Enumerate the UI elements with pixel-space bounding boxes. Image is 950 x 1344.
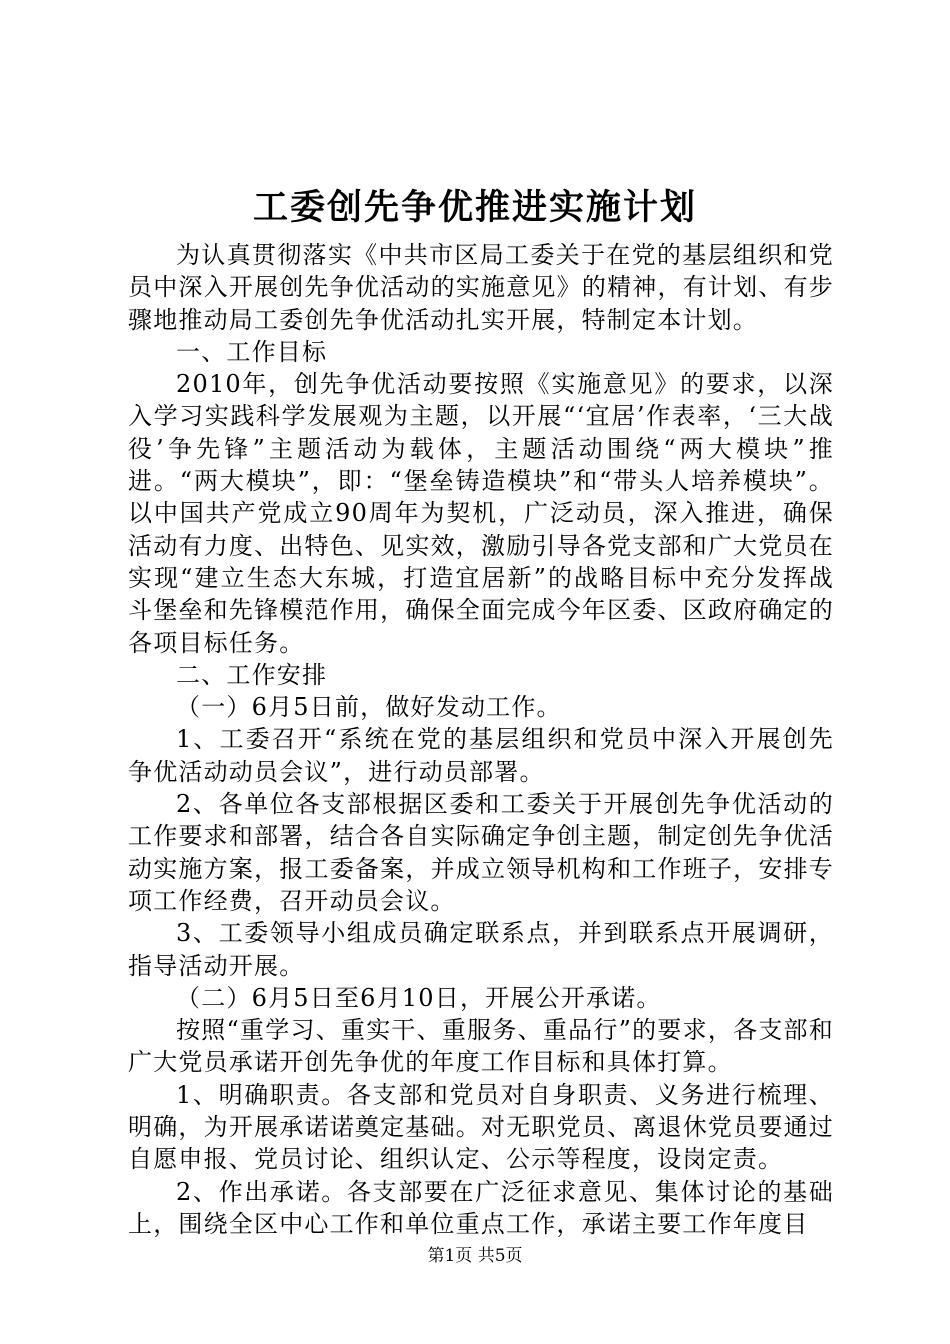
paragraph-commitment: 按照“重学习、重实干、重服务、重品行”的要求，各支部和广大党员承诺开创先争优的年度工作目标和具体打算。 — [128, 1016, 834, 1077]
paragraph-goals: 2010年，创先争优活动要按照《实施意见》的要求，以深入学习实践科学发展观为主题，以开展“‘宜居’作表率，‘三大战役’争先锋”主题活动为载体，主题活动围绕“两大模块”推进。“两大模块”，即：“堡垒铸造模块”和“带头人培养模块”。以中国共产党成立90周年为契机，广泛动员，深入推进，确保活动有力度、出特色、见实效，激励引导各党支部和广大党员在实现“建立生态大东城，打造宜居新”的战略目标中充分发挥战斗堡垒和先锋模范作用，确保全面完成今年区委、区政府确定的各项目标任务。 — [128, 370, 834, 657]
list-item: 1、工委召开“系统在党的基层组织和党员中深入开展创先争优活动动员会议”，进行动员部署。 — [128, 725, 834, 786]
list-item: 1、明确职责。各支部和党员对自身职责、义务进行梳理、明确，为开展承诺诺奠定基础。对无职党员、离退休党员要通过自愿申报、党员讨论、组织认定、公示等程度，设岗定责。 — [128, 1080, 834, 1174]
document-body — [128, 239, 834, 1240]
section-heading-goals: 一、工作目标 — [176, 337, 328, 366]
paragraph-intro: 为认真贯彻落实《中共市区局工委关于在党的基层组织和党员中深入开展创先争优活动的实施意见》的精神，有计划、有步骤地推动局工委创先争优活动扎实开展，特制定本计划。 — [128, 241, 834, 334]
page-footer: 第1页 共5页 — [427, 1246, 523, 1266]
list-item: 2、各单位各支部根据区委和工委关于开展创先争优活动的工作要求和部署，结合各自实际确定争创主题，制定创先争优活动实施方案，报工委备案，并成立领导机构和工作班子，安排专项工作经费，召开动员会议。 — [128, 790, 834, 915]
subsection-heading-mobilize: （一）6月5日前，做好发动工作。 — [176, 693, 562, 722]
section-heading-arrangement: 二、工作安排 — [176, 660, 328, 689]
document-title: 工委创先争优推进实施计划 — [252, 187, 697, 228]
list-item: 3、工委领导小组成员确定联系点，并到联系点开展调研，指导活动开展。 — [128, 919, 834, 980]
subsection-heading-commitment: （二）6月5日至6月10日，开展公开承诺。 — [176, 983, 662, 1012]
list-item: 2、作出承诺。各支部要在广泛征求意见、集体讨论的基础上，围绕全区中心工作和单位重点工作，承诺主要工作年度目 — [128, 1177, 834, 1238]
